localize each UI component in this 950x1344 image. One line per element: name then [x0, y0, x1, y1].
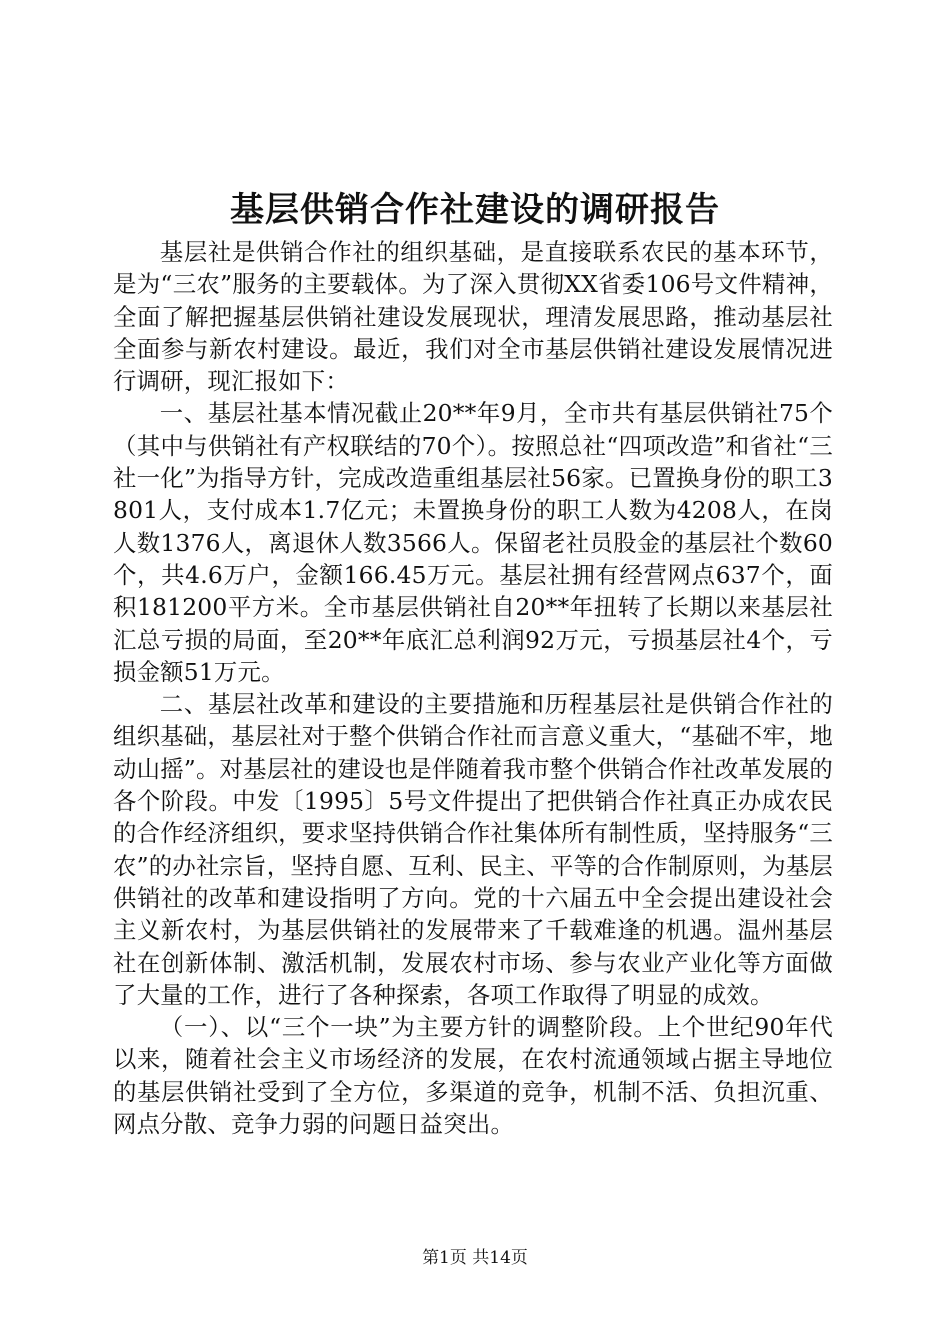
- paragraph-section-1: 一、基层社基本情况截止20**年9月，全市共有基层供销社75个（其中与供销社有产权联结的70个）。按照总社“四项改造”和省社“三社一化”为指导方针，完成改造重组基层社56家。已置换身份的职工3801人，支付成本1.7亿元；未置换身份的职工人数为4208人，在岗人数1376人，离退休人数3566人。保留老社员股金的基层社个数60个，共4.6万户，金额166.45万元。基层社拥有经营网点637个，面积181200平方米。全市基层供销社自20**年扭转了长期以来基层社汇总亏损的局面，至20**年底汇总利润92万元，亏损基层社4个，亏损金额51万元。: [113, 399, 833, 686]
- page-number-footer: 第1页 共14页: [422, 1248, 528, 1268]
- document-title: 基层供销合作社建设的调研报告: [230, 190, 720, 230]
- paragraph-intro: 基层社是供销合作社的组织基础，是直接联系农民的基本环节，是为“三农”服务的主要载体。为了深入贯彻XX省委106号文件精神，全面了解把握基层供销社建设发展现状，理清发展思路，推动基层社全面参与新农村建设。最近，我们对全市基层供销社建设发展情况进行调研，现汇报如下：: [113, 238, 833, 396]
- paragraph-section-2: 二、基层社改革和建设的主要措施和历程基层社是供销合作社的组织基础，基层社对于整个供销合作社而言意义重大，“基础不牢，地动山摇”。对基层社的建设也是伴随着我市整个供销合作社改革发展的各个阶段。中发〔1995〕5号文件提出了把供销合作社真正办成农民的合作经济组织，要求坚持供销合作社集体所有制性质，坚持服务“三农”的办社宗旨，坚持自愿、互利、民主、平等的合作制原则，为基层供销社的改革和建设指明了方向。党的十六届五中全会提出建设社会主义新农村，为基层供销社的发展带来了千载难逢的机遇。温州基层社在创新体制、激活机制，发展农村市场、参与农业产业化等方面做了大量的工作，进行了各种探索，各项工作取得了明显的成效。: [113, 690, 833, 1009]
- paragraph-subsection-1: （一）、以“三个一块”为主要方针的调整阶段。上个世纪90年代以来，随着社会主义市场经济的发展，在农村流通领域占据主导地位的基层供销社受到了全方位，多渠道的竞争，机制不活、负担沉重、网点分散、竞争力弱的问题日益突出。: [113, 1013, 833, 1139]
- document-body: [113, 236, 833, 1140]
